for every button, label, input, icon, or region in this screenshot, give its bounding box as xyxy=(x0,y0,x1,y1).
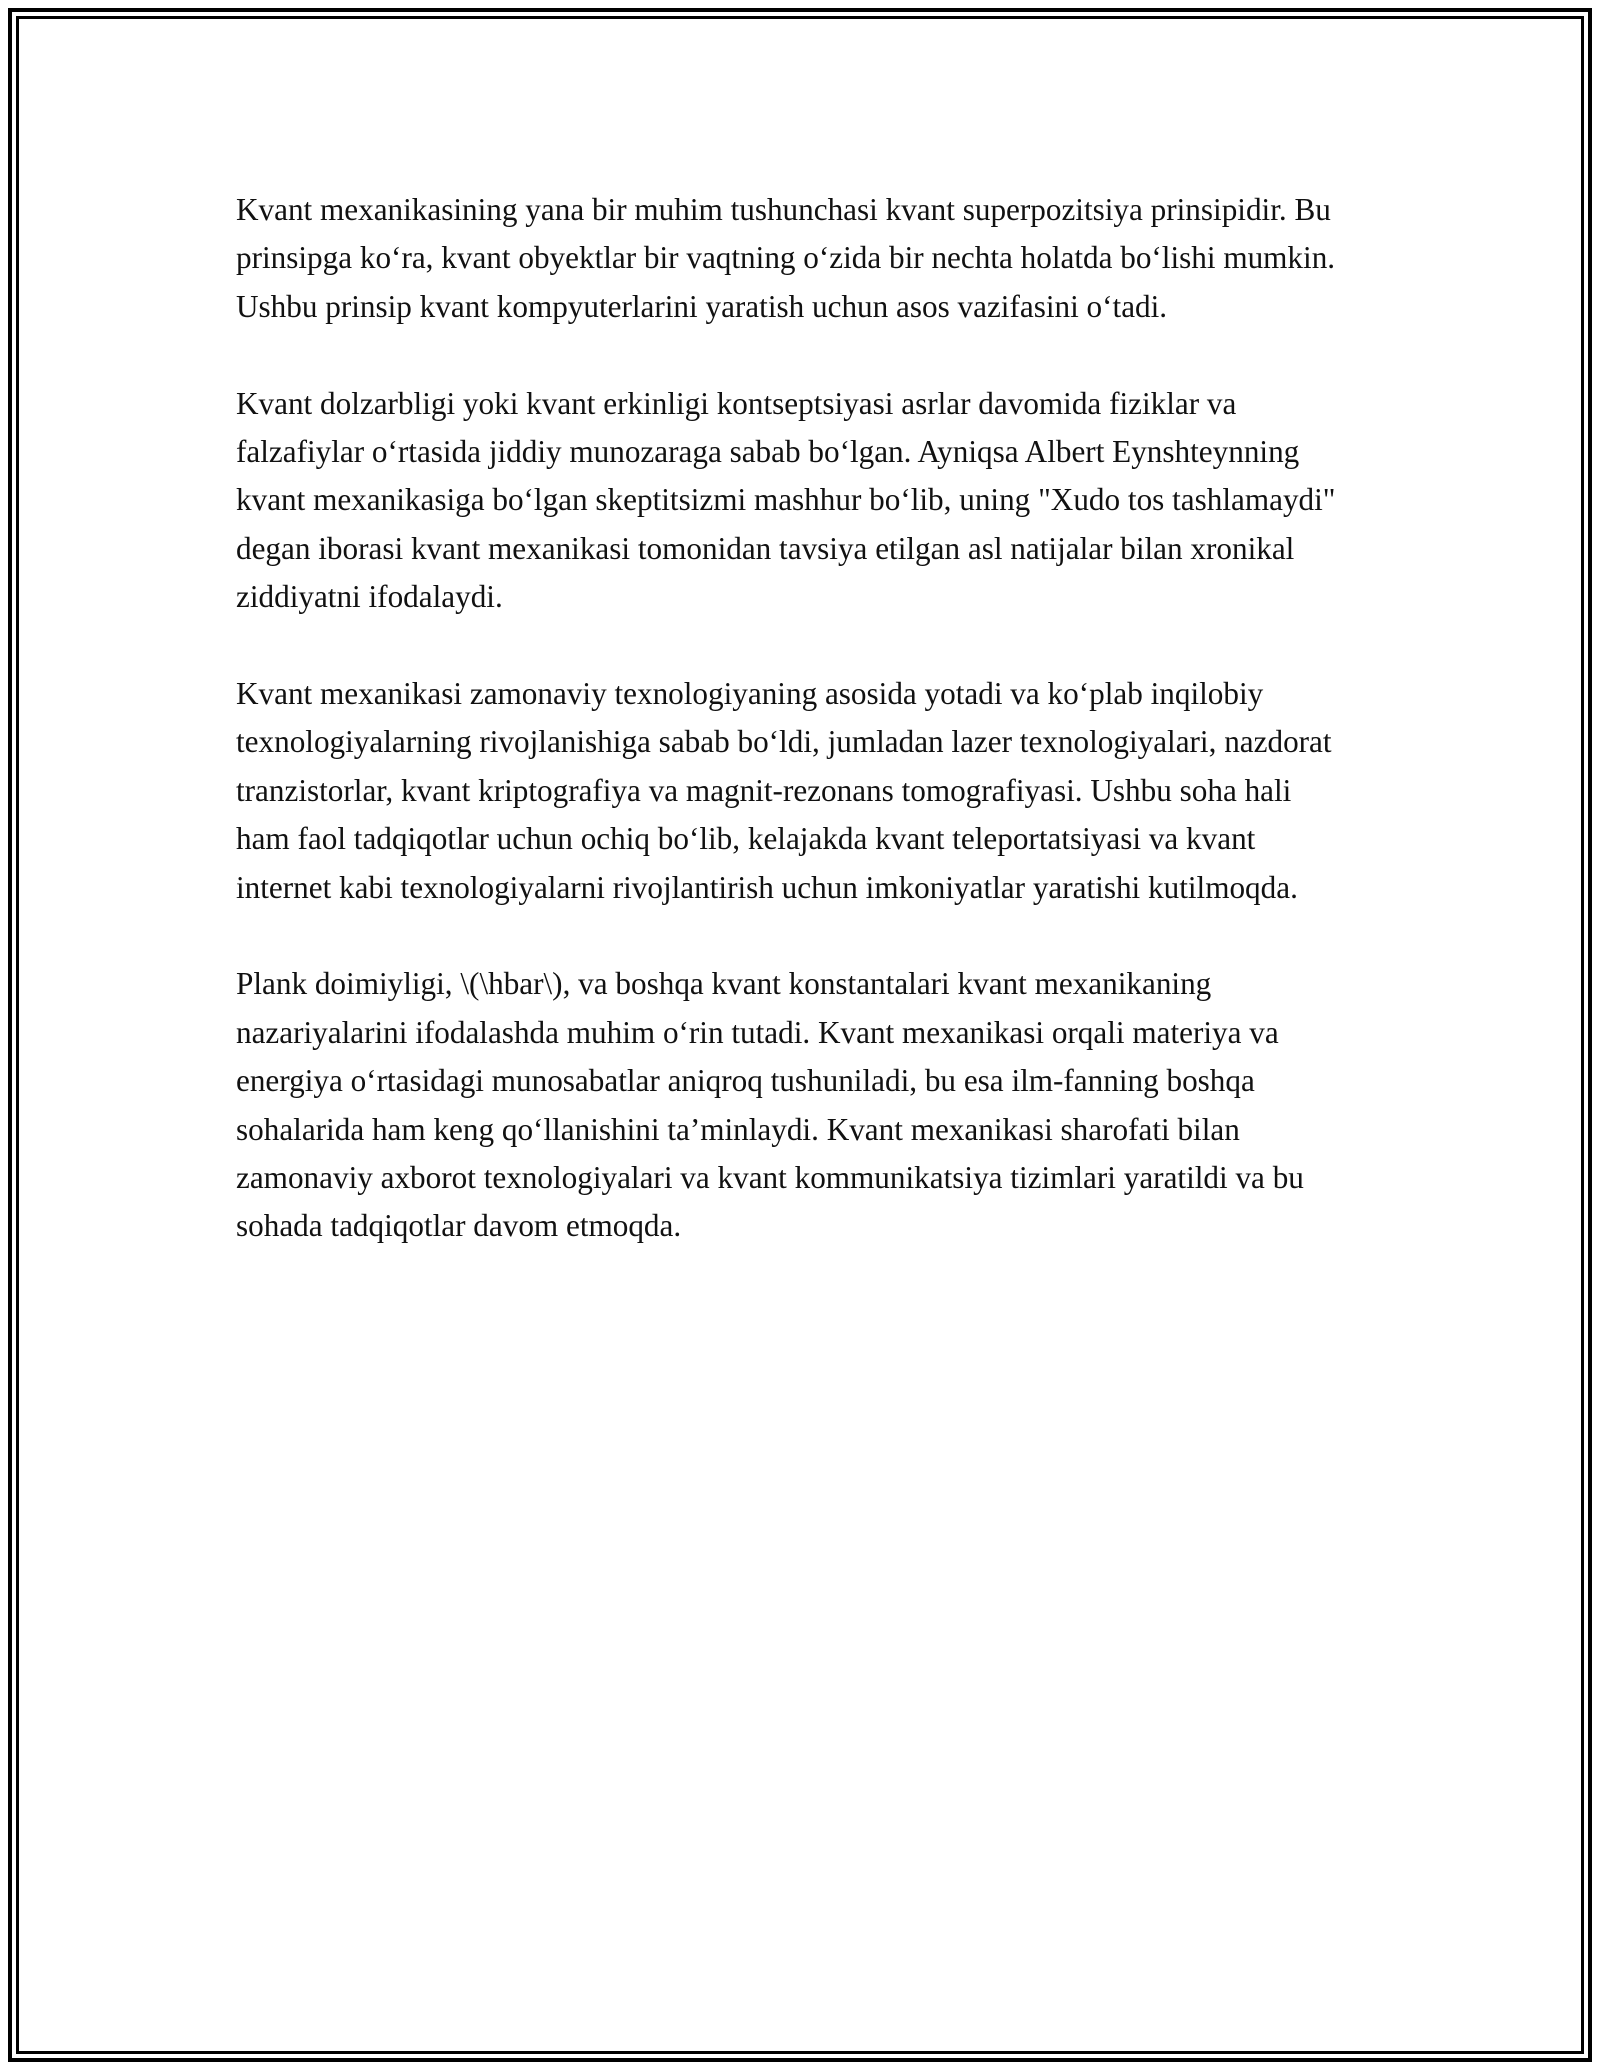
paragraph-superposition: Kvant mexanikasining yana bir muhim tushunchasi kvant superpozitsiya prinsipidir. Bu prinsipga ko‘ra, kvant obyektlar bir vaqtning o‘zida bir nechta holatda bo‘lishi mumkin. Ushbu prinsip kvant kompyuterlarini yaratish uchun asos vazifasini o‘tadi. xyxy=(236,192,1336,324)
paragraph-einstein: Kvant dolzarbligi yoki kvant erkinligi kontseptsiyasi asrlar davomida fiziklar va falzafiylar o‘rtasida jiddiy munozaraga sabab bo‘lgan. Ayniqsa Albert Eynshteynning kvant mexanikasiga bo‘lgan skeptitsizmi mashhur bo‘lib, uning "Xudo tos tashlamaydi" degan iborasi kvant mexanikasi tomonidan tavsiya etilgan asl natijalar bilan xronikal ziddiyatni ifodalaydi. xyxy=(236,385,1336,615)
document-body xyxy=(236,186,1346,1299)
paragraph-planck-constant: Plank doimiyligi, \(\hbar\), va boshqa kvant konstantalari kvant mexanikaning nazariyalarini ifodalashda muhim o‘rin tutadi. Kvant mexanikasi orqali materiya va energiya o‘rtasidagi munosabatlar aniqroq tushuniladi, bu esa ilm-fanning boshqa sohalarida ham keng qo‘llanishini ta’minlaydi. Kvant mexanikasi sharofati bilan zamonaviy axborot texnologiyalari va kvant kommunikatsiya tizimlari yaratildi va bu sohada tadqiqotlar davom etmoqda. xyxy=(236,966,1304,1244)
paragraph-technology: Kvant mexanikasi zamonaviy texnologiyaning asosida yotadi va ko‘plab inqilobiy texnologiyalarning rivojlanishiga sabab bo‘ldi, jumladan lazer texnologiyalari, nazdorat tranzistorlar, kvant kriptografiya va magnit-rezonans tomografiyasi. Ushbu soha hali ham faol tadqiqotlar uchun ochiq bo‘lib, kelajakda kvant teleportatsiyasi va kvant internet kabi texnologiyalarni rivojlantirish uchun imkoniyatlar yaratishi kutilmoqda. xyxy=(236,676,1332,905)
